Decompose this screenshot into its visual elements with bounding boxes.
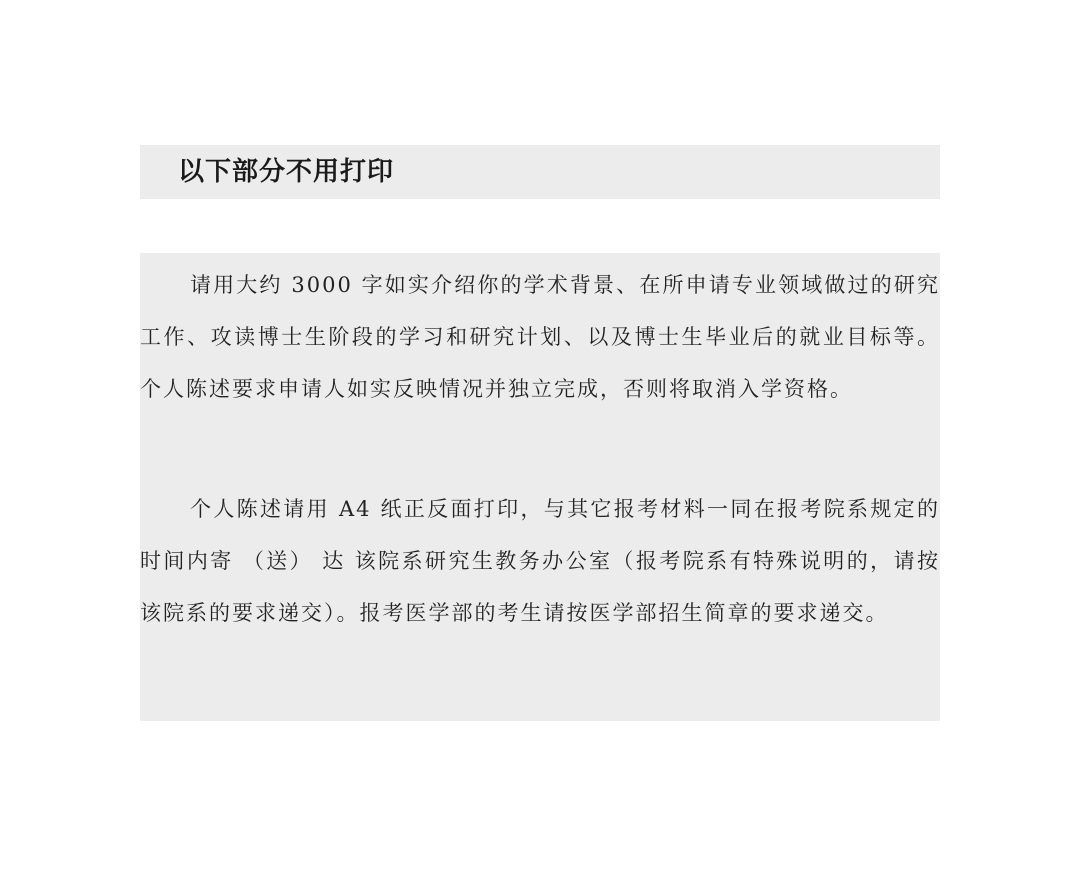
section-title: 以下部分不用打印 xyxy=(178,157,395,187)
header-bar xyxy=(140,145,940,199)
paragraph-submission-instructions: 个人陈述请用 A4 纸正反面打印，与其它报考材料一同在报考院系规定的时间内寄 （送） 达 该院系研究生教务办公室（报考院系有特殊说明的，请按该院系的要求递交）。报考医学部的考生请按医学部招生简章的要求递交。 xyxy=(140,497,940,625)
paragraph-personal-statement-requirements: 请用大约 3000 字如实介绍你的学术背景、在所申请专业领域做过的研究工作、攻读博士生阶段的学习和研究计划、以及博士生毕业后的就业目标等。个人陈述要求申请人如实反映情况并独立完成，否则将取消入学资格。 xyxy=(140,273,940,401)
instructions-box xyxy=(140,253,940,721)
